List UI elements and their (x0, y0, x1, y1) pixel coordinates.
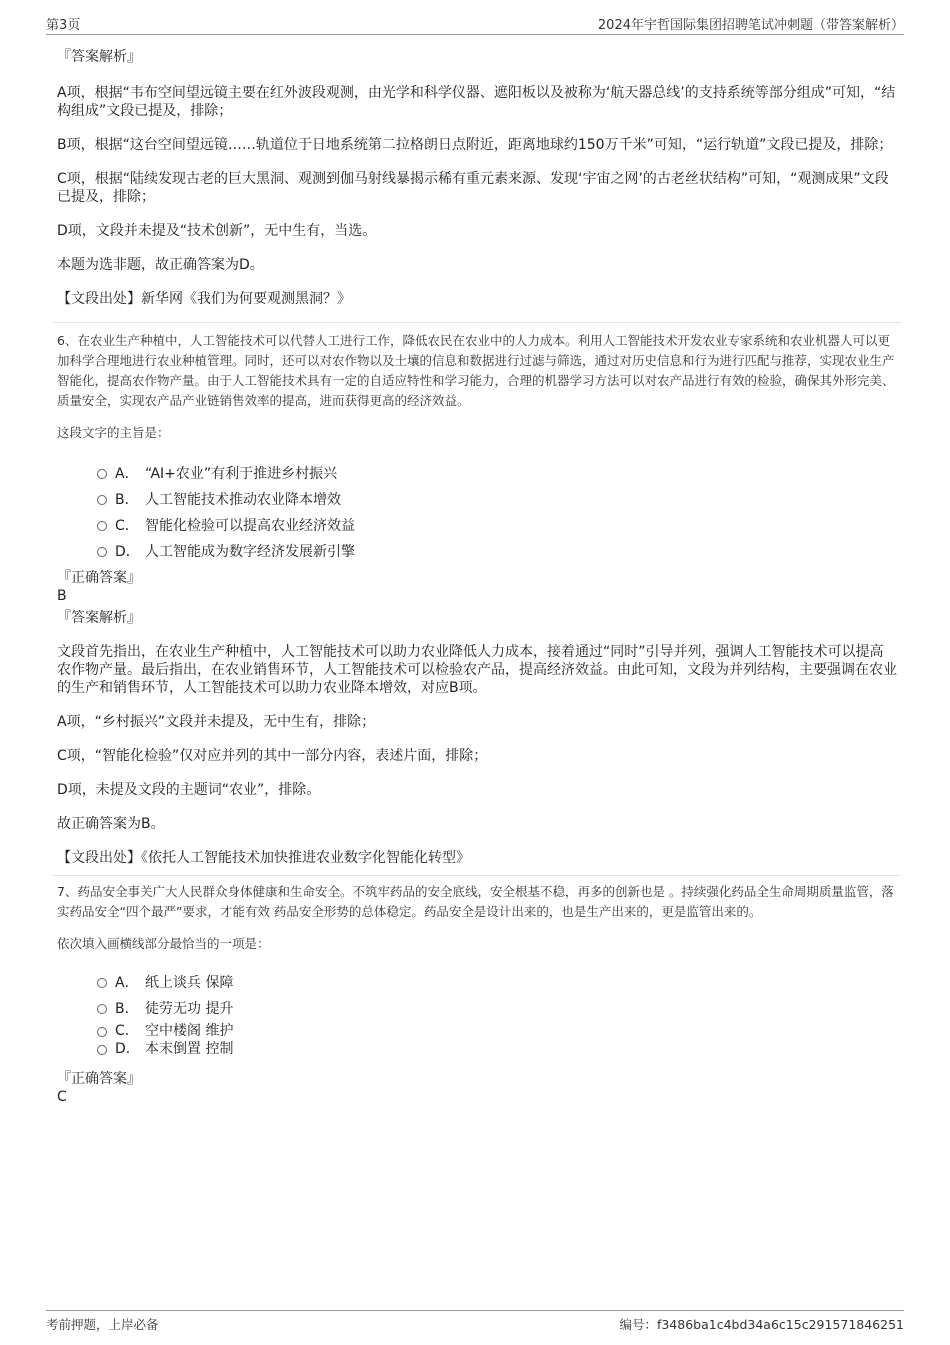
option-text: 人工智能成为数字经济发展新引擎 (145, 544, 355, 560)
q5-analysis-tag: 『答案解析』 (57, 49, 141, 65)
option-text: 本末倒置 控制 (145, 1041, 234, 1057)
option-letter: A． (115, 466, 139, 482)
q6-analysis-para: A项，“乡村振兴”文段并未提及，无中生有，排除； (57, 714, 376, 730)
page-content (57, 44, 897, 1106)
q5-analysis-para: D项，文段并未提及“技术创新”，无中生有，当选。 (57, 223, 377, 239)
option-letter: D． (115, 544, 140, 560)
q6-stem: 6、在农业生产种植中，人工智能技术可以代替人工进行工作，降低农民在农业中的人力成本。利用人工智能技术开发农业专家系统和农业机器人可以更加科学合理地进行农业种植管理。同时，还可以对农作物以及土壤的信息和数据进行过滤与筛选，通过对历史信息和行为进行匹配与推荐，实现农业生产智能化，提高农作物产量。由于人工智能技术具有一定的自适应特性和学习能力，合理的机器学习方法可以对农产品进行有效的检验，确保其外形完美、质量安全，实现农产品产业链销售效率的提高，进而获得更高的经济效益。 (57, 333, 895, 408)
q5-analysis-para: C项，根据“陆续发现古老的巨大黑洞、观测到伽马射线暴揭示稀有重元素来源、发现‘宇宙之网’的古老丝状结构”可知，“观测成果”文段已提及，排除； (57, 171, 889, 205)
footer-slogan: 考前押题，上岸必备 (46, 1317, 159, 1332)
radio-icon[interactable] (97, 495, 107, 505)
q7-option-b[interactable] (57, 996, 897, 1022)
page-number: 第3页 (46, 18, 81, 33)
question-divider (53, 322, 901, 323)
option-letter: B． (115, 492, 139, 508)
option-letter: A． (115, 975, 139, 991)
q5-conclusion: 本题为选非题，故正确答案为D。 (57, 257, 264, 273)
q7-option-a[interactable] (57, 970, 897, 996)
q7-options (57, 970, 897, 1058)
option-text: 人工智能技术推动农业降本增效 (145, 492, 341, 508)
document-title: 2024年宇哲国际集团招聘笔试冲刺题（带答案解析） (597, 18, 904, 33)
q6-analysis-para: D项，未提及文段的主题词“农业”，排除。 (57, 782, 321, 798)
page-header (46, 12, 904, 35)
q6-option-d[interactable] (57, 539, 897, 565)
option-letter: C． (115, 518, 139, 534)
radio-icon[interactable] (97, 547, 107, 557)
q7-option-d[interactable] (57, 1040, 897, 1058)
radio-icon[interactable] (97, 521, 107, 531)
option-text: 徒劳无功 提升 (145, 1001, 234, 1017)
radio-icon[interactable] (97, 1045, 107, 1055)
radio-icon[interactable] (97, 978, 107, 988)
q6-analysis-para: C项，“智能化检验”仅对应并列的其中一部分内容，表述片面，排除； (57, 748, 488, 764)
radio-icon[interactable] (97, 469, 107, 479)
q7-answer: C (57, 1089, 67, 1105)
q6-option-c[interactable] (57, 513, 897, 539)
q7-stem: 7、药品安全事关广大人民群众身体健康和生命安全。不筑牢药品的安全底线，安全根基不稳，再多的创新也是 。持续强化药品全生命周期质量监管，落实药品安全“四个最严”要求，才能有效 药品安全形势的总体稳定。药品安全是设计出来的，也是生产出来的，更是监管出来的。 (57, 884, 894, 919)
page-footer (46, 1310, 904, 1335)
q6-analysis-tag: 『答案解析』 (57, 610, 141, 626)
option-letter: B． (115, 1001, 139, 1017)
q6-answer-tag: 『正确答案』 (57, 570, 141, 586)
q6-conclusion: 故正确答案为B。 (57, 816, 165, 832)
q5-analysis-para: A项，根据“韦布空间望远镜主要在红外波段观测，由光学和科学仪器、遮阳板以及被称为‘航天器总线’的支持系统等部分组成”可知，“结构组成”文段已提及，排除； (57, 85, 896, 119)
q6-prompt: 这段文字的主旨是： (57, 425, 170, 440)
q6-option-b[interactable] (57, 487, 897, 513)
q5-source: 【文段出处】新华网《我们为何要观测黑洞？》 (57, 291, 351, 307)
option-letter: D． (115, 1041, 140, 1057)
q6-analysis-para: 文段首先指出，在农业生产种植中，人工智能技术可以助力农业降低人力成本，接着通过“同时”引导并列，强调人工智能技术可以提高农作物产量。最后指出，在农业销售环节，人工智能技术可以检验农产品，提高经济效益。由此可知，文段为并列结构，主要强调在农业的生产和销售环节，人工智能技术可以助力农业降本增效，对应B项。 (57, 644, 897, 696)
q6-options (57, 461, 897, 565)
question-divider (53, 875, 901, 876)
q7-answer-tag: 『正确答案』 (57, 1071, 141, 1087)
option-text: 纸上谈兵 保障 (145, 975, 234, 991)
option-letter: C． (115, 1023, 139, 1039)
radio-icon[interactable] (97, 1027, 107, 1037)
q7-prompt: 依次填入画横线部分最恰当的一项是： (57, 936, 270, 951)
q5-analysis-para: B项，根据“这台空间望远镜……轨道位于日地系统第二拉格朗日点附近，距离地球约150万千米”可知，“运行轨道”文段已提及，排除； (57, 137, 893, 153)
option-text: “AI+农业”有利于推进乡村振兴 (145, 466, 338, 482)
document-id: 编号：f3486ba1c4bd34a6c15c291571846251 (619, 1317, 904, 1332)
q6-source: 【文段出处】《依托人工智能技术加快推进农业数字化智能化转型》 (57, 850, 470, 866)
option-text: 智能化检验可以提高农业经济效益 (145, 518, 355, 534)
radio-icon[interactable] (97, 1004, 107, 1014)
q6-answer: B (57, 588, 67, 604)
q7-option-c[interactable] (57, 1022, 897, 1040)
option-text: 空中楼阁 维护 (145, 1023, 234, 1039)
q6-option-a[interactable] (57, 461, 897, 487)
